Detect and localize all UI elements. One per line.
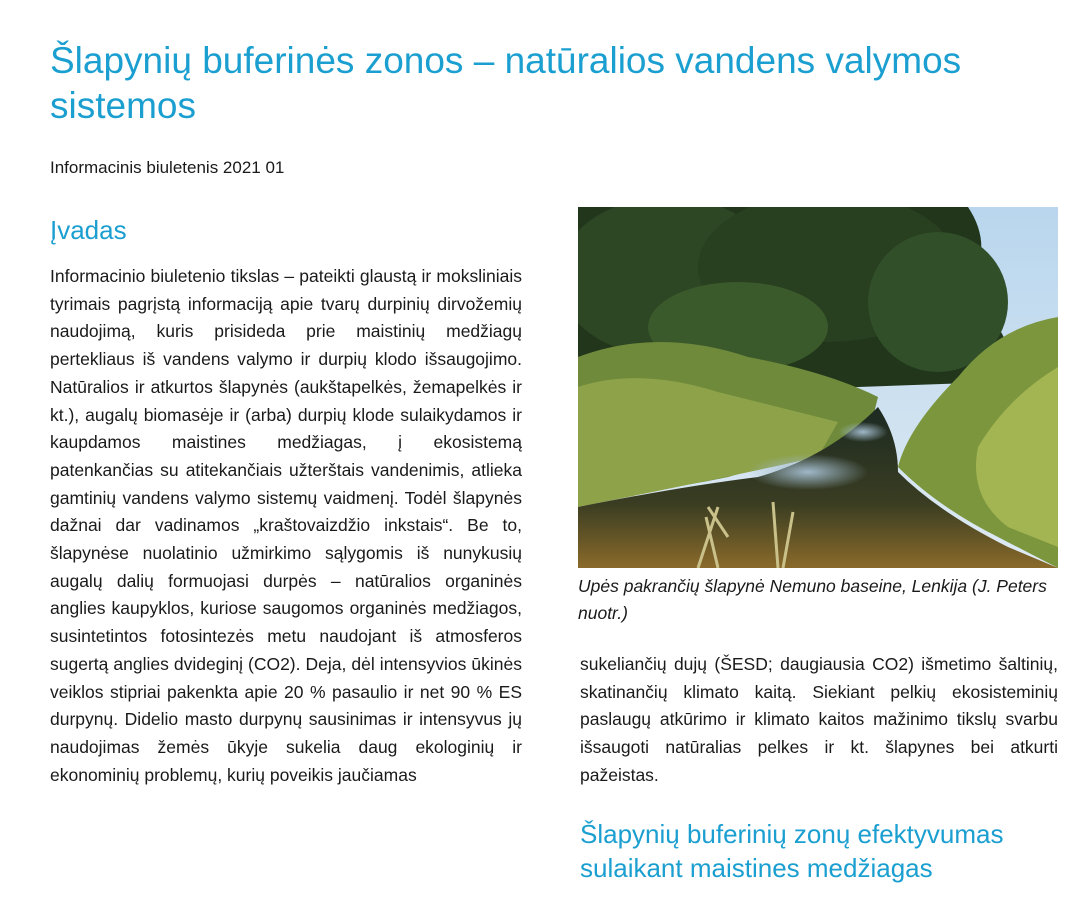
column2-paragraph: sukeliančių dujų (ŠESD; daugiausia CO2) išmetimo šaltinių, skatinančių klimato kaitą. Siekiant pelkių ekosisteminių paslaugų atkūrimo ir klimato kaitos mažinimo tikslų svarbu išsaugoti natūralias pelkes ir kt. šlapynes bei atkurti pažeistas. [580, 654, 1058, 785]
intro-paragraph: Informacinio biuletenio tikslas – pateikti glaustą ir moksliniais tyrimais pagrįstą informaciją apie tvarų durpinių dirvožemių naudojimą, kuris prisideda prie maistinių medžiagų pertekliaus iš vandens valymo ir durpių klodo išsaugojimo. Natūralios ir atkurtos šlapynės (aukštapelkės, žemapelkės ir kt.), augalų biomasėje ir (arba) durpių klode sulaikydamos ir kaupdamos maistines medžiagas, į ekosistemą patenkančias su atitekančiais užterštais vandenimis, atlieka gamtinių vandens valymo sistemų vaidmenį. Todėl šlapynės dažnai dar vadinamos „kraštovaizdžio inkstais“. Be to, šlapynėse nuolatinio užmirkimo sąlygomis iš nunykusių augalų dalių formuojasi durpės – natūralios organinės anglies kaupyklos, kuriose saugomos organinės medžiagos, susintetintos fotosintezės metu naudojant iš atmosferos sugertą anglies dvideginį (CO2). Deja, dėl intensyvios ūkinės veiklos stipriai pakenkta apie 20 % pasaulio ir net 90 % ES durpynų. Didelio masto durpynų sausinimas ir intensyvus jų naudojimas žemės ūkyje sukelia daug ekologinių ir ekonominių problemų, kurių poveikis jaučiamas [50, 266, 522, 785]
section-heading-buffer-zones: Šlapynių buferinių zonų efektyvumas sulaikant maistines medžiagas [580, 819, 1004, 883]
bulletin-subtitle: Informacinis biuletenis 2021 01 [50, 158, 285, 177]
wetland-photo [578, 207, 1058, 568]
photo-caption: Upės pakrančių šlapynė Nemuno baseine, Lenkija (J. Peters nuotr.) [578, 576, 1047, 623]
intro-heading: Įvadas [50, 215, 127, 245]
document-title: Šlapynių buferinės zonos – natūralios vandens valymos sistemos [50, 40, 962, 126]
